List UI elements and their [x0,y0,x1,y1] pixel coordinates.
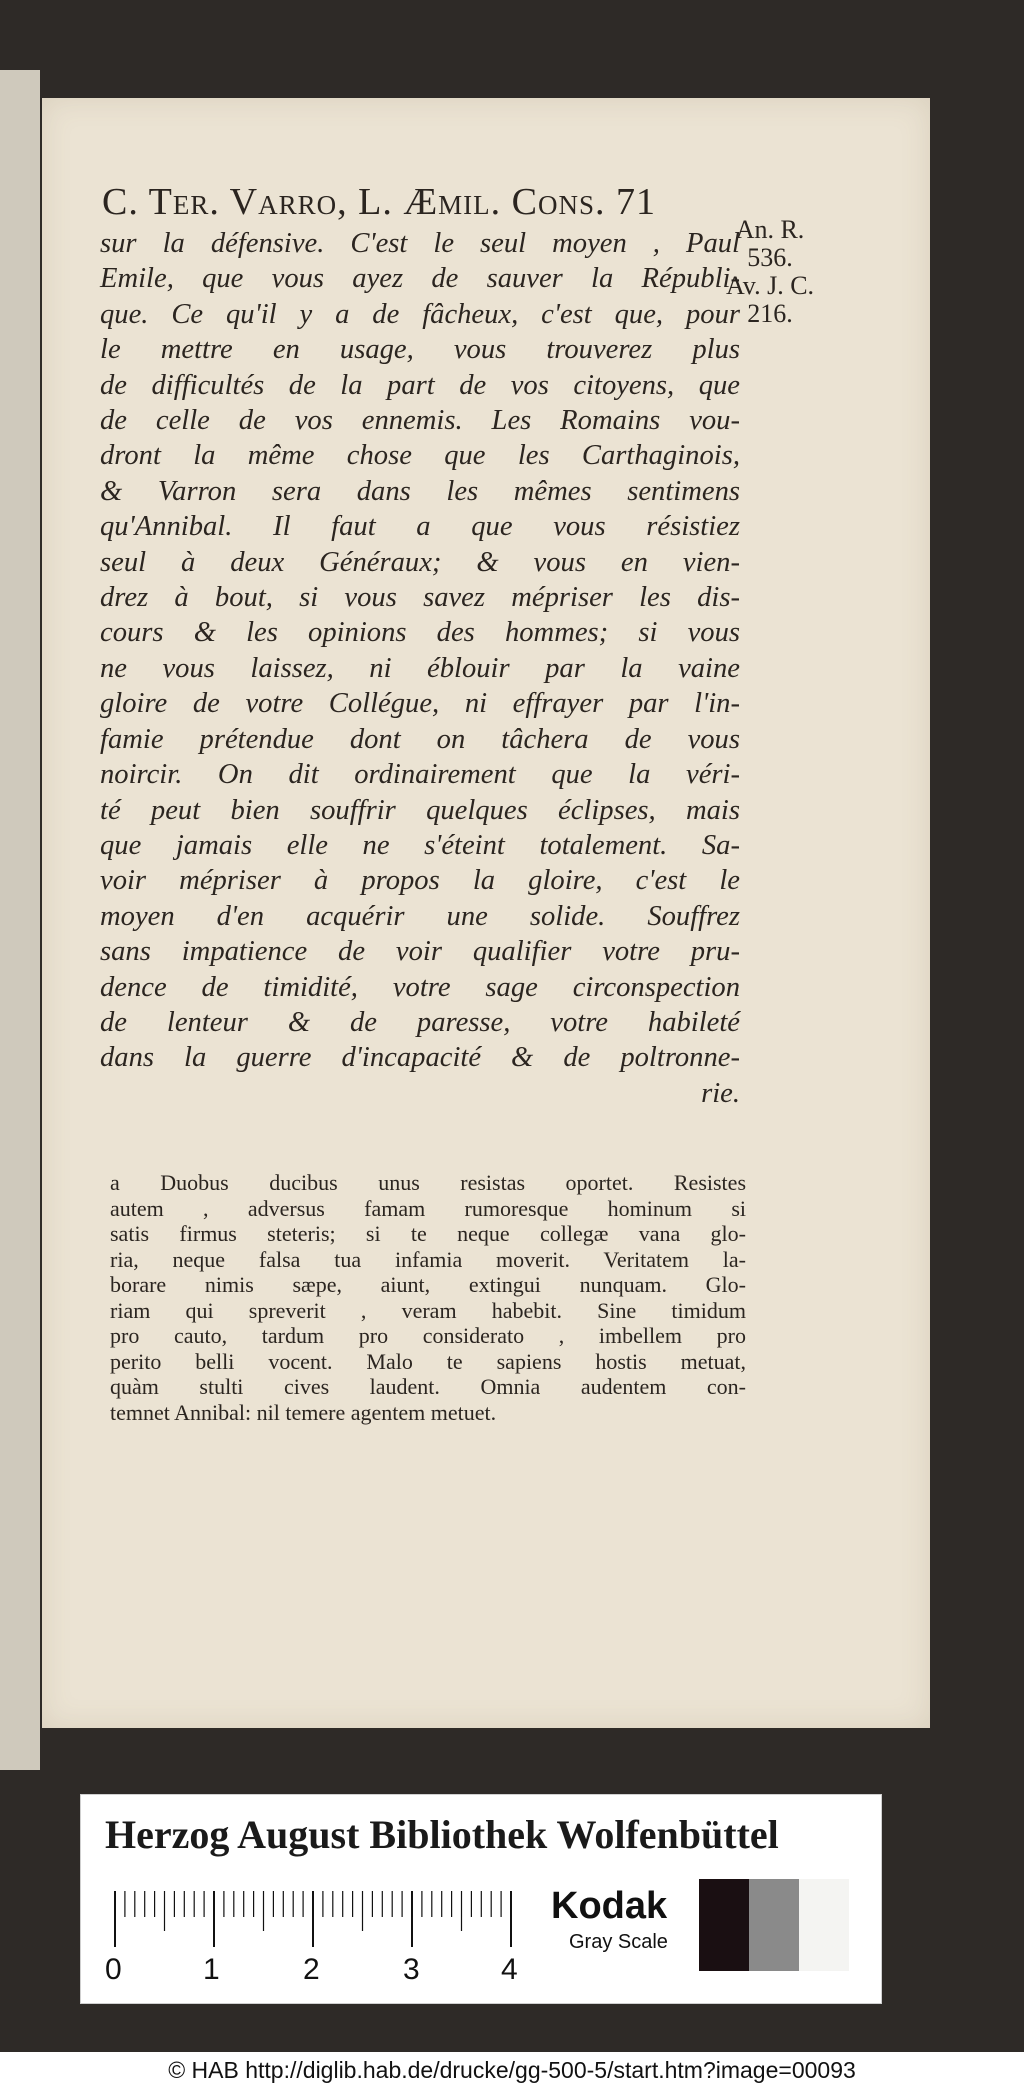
running-head: C. Ter. Varro, L. Æmil. Cons. 71 [102,181,656,223]
text-line: que. Ce qu'il y a de fâcheux, c'est que, pour [100,298,740,330]
margin-note-line: An. R. [735,215,805,244]
text-line: rie. [701,1077,740,1109]
text-line: moyen d'en acquérir une solide. Souffrez [100,900,740,932]
adjacent-page-edge [0,70,40,1770]
kodak-logo: Kodak [551,1885,668,1927]
cm-ruler [107,1891,517,1991]
library-name: Herzog August Bibliothek Wolfenbüttel [105,1812,779,1857]
text-line: sans impatience de voir qualifier votre pru- [100,936,740,968]
text-line: seul à deux Généraux; & vous en vien- [100,546,740,578]
text-line: ne vous laissez, ni éblouir par la vaine [100,652,740,684]
ruler-number: 2 [303,1953,320,1986]
text-line: cours & les opinions des hommes; si vous [100,617,740,649]
text-line: Emile, que vous ayez de sauver la Républi- [100,263,740,295]
text-line: noircir. On dit ordinairement que la véri- [100,759,740,791]
text-line: dence de timidité, votre sage circonspection [100,971,740,1003]
text-line: perito belli vocent. Malo te sapiens hostis metuat, [110,1348,746,1374]
text-line: que jamais elle ne s'éteint totalement. Sa- [100,829,740,861]
text-line: riam qui spreverit , veram habebit. Sine timidum [110,1297,746,1323]
text-line: & Varron sera dans les mêmes sentimens [100,475,740,507]
text-line: ria, neque falsa tua infamia moverit. Veritatem la- [110,1246,746,1272]
margin-note-line: Av. J. C. [725,271,815,300]
text-line: de celle de vos ennemis. Les Romains vou- [100,405,740,437]
ruler-number: 4 [501,1953,518,1986]
text-line: dront la même chose que les Carthaginois, [100,440,740,472]
text-line: gloire de votre Collégue, ni effrayer par l'in- [100,688,740,720]
book-page [42,98,930,1728]
text-line: autem , adversus famam rumoresque hominum si [110,1195,746,1221]
text-line: dans la guerre d'incapacité & de poltronne- [100,1042,740,1074]
text-line: le mettre en usage, vous trouverez plus [100,334,740,366]
ruler-number: 0 [105,1953,122,1986]
text-line: temnet Annibal: nil temere agentem metuet. [110,1399,497,1425]
text-line: de lenteur & de paresse, votre habileté [100,1006,740,1038]
text-line: qu'Annibal. Il faut a que vous résistiez [100,511,740,543]
text-line: satis firmus steteris; si te neque collegæ vana glo- [110,1221,746,1246]
text-line: quàm stulti cives laudent. Omnia audentem con- [110,1374,746,1399]
margin-note-line: 536. [747,243,793,272]
text-line: famie prétendue dont on tâchera de vous [100,723,740,755]
body-text [100,226,740,1111]
text-line: borare nimis sæpe, aiunt, extingui nunquam. Glo- [110,1272,746,1297]
footnote [110,1170,746,1425]
ruler-ticks [107,1891,517,1951]
copyright-footer: © HAB http://diglib.hab.de/drucke/gg-500-5/start.htm?image=00093 [0,2052,1024,2089]
text-line: voir mépriser à propos la gloire, c'est le [100,865,740,897]
text-line: té peut bien souffrir quelques éclipses, mais [100,794,740,826]
margin-note-line: 216. [747,299,793,328]
swatch-black [699,1879,749,1971]
ruler-number: 1 [203,1953,220,1986]
gray-scale-label: Gray Scale [569,1931,668,1953]
swatch-white [799,1879,849,1971]
library-color-card [80,1794,882,2004]
text-line: a Duobus ducibus unus resistas oportet. Resistes [110,1170,746,1195]
text-line: sur la défensive. C'est le seul moyen , Paul [100,228,740,259]
swatch-gray [749,1879,799,1971]
text-line: drez à bout, si vous savez mépriser les dis- [100,582,740,614]
ruler-number: 3 [403,1953,420,1986]
text-line: pro cauto, tardum pro considerato , imbellem pro [110,1323,746,1348]
text-line: de difficultés de la part de vos citoyens, que [100,369,740,401]
